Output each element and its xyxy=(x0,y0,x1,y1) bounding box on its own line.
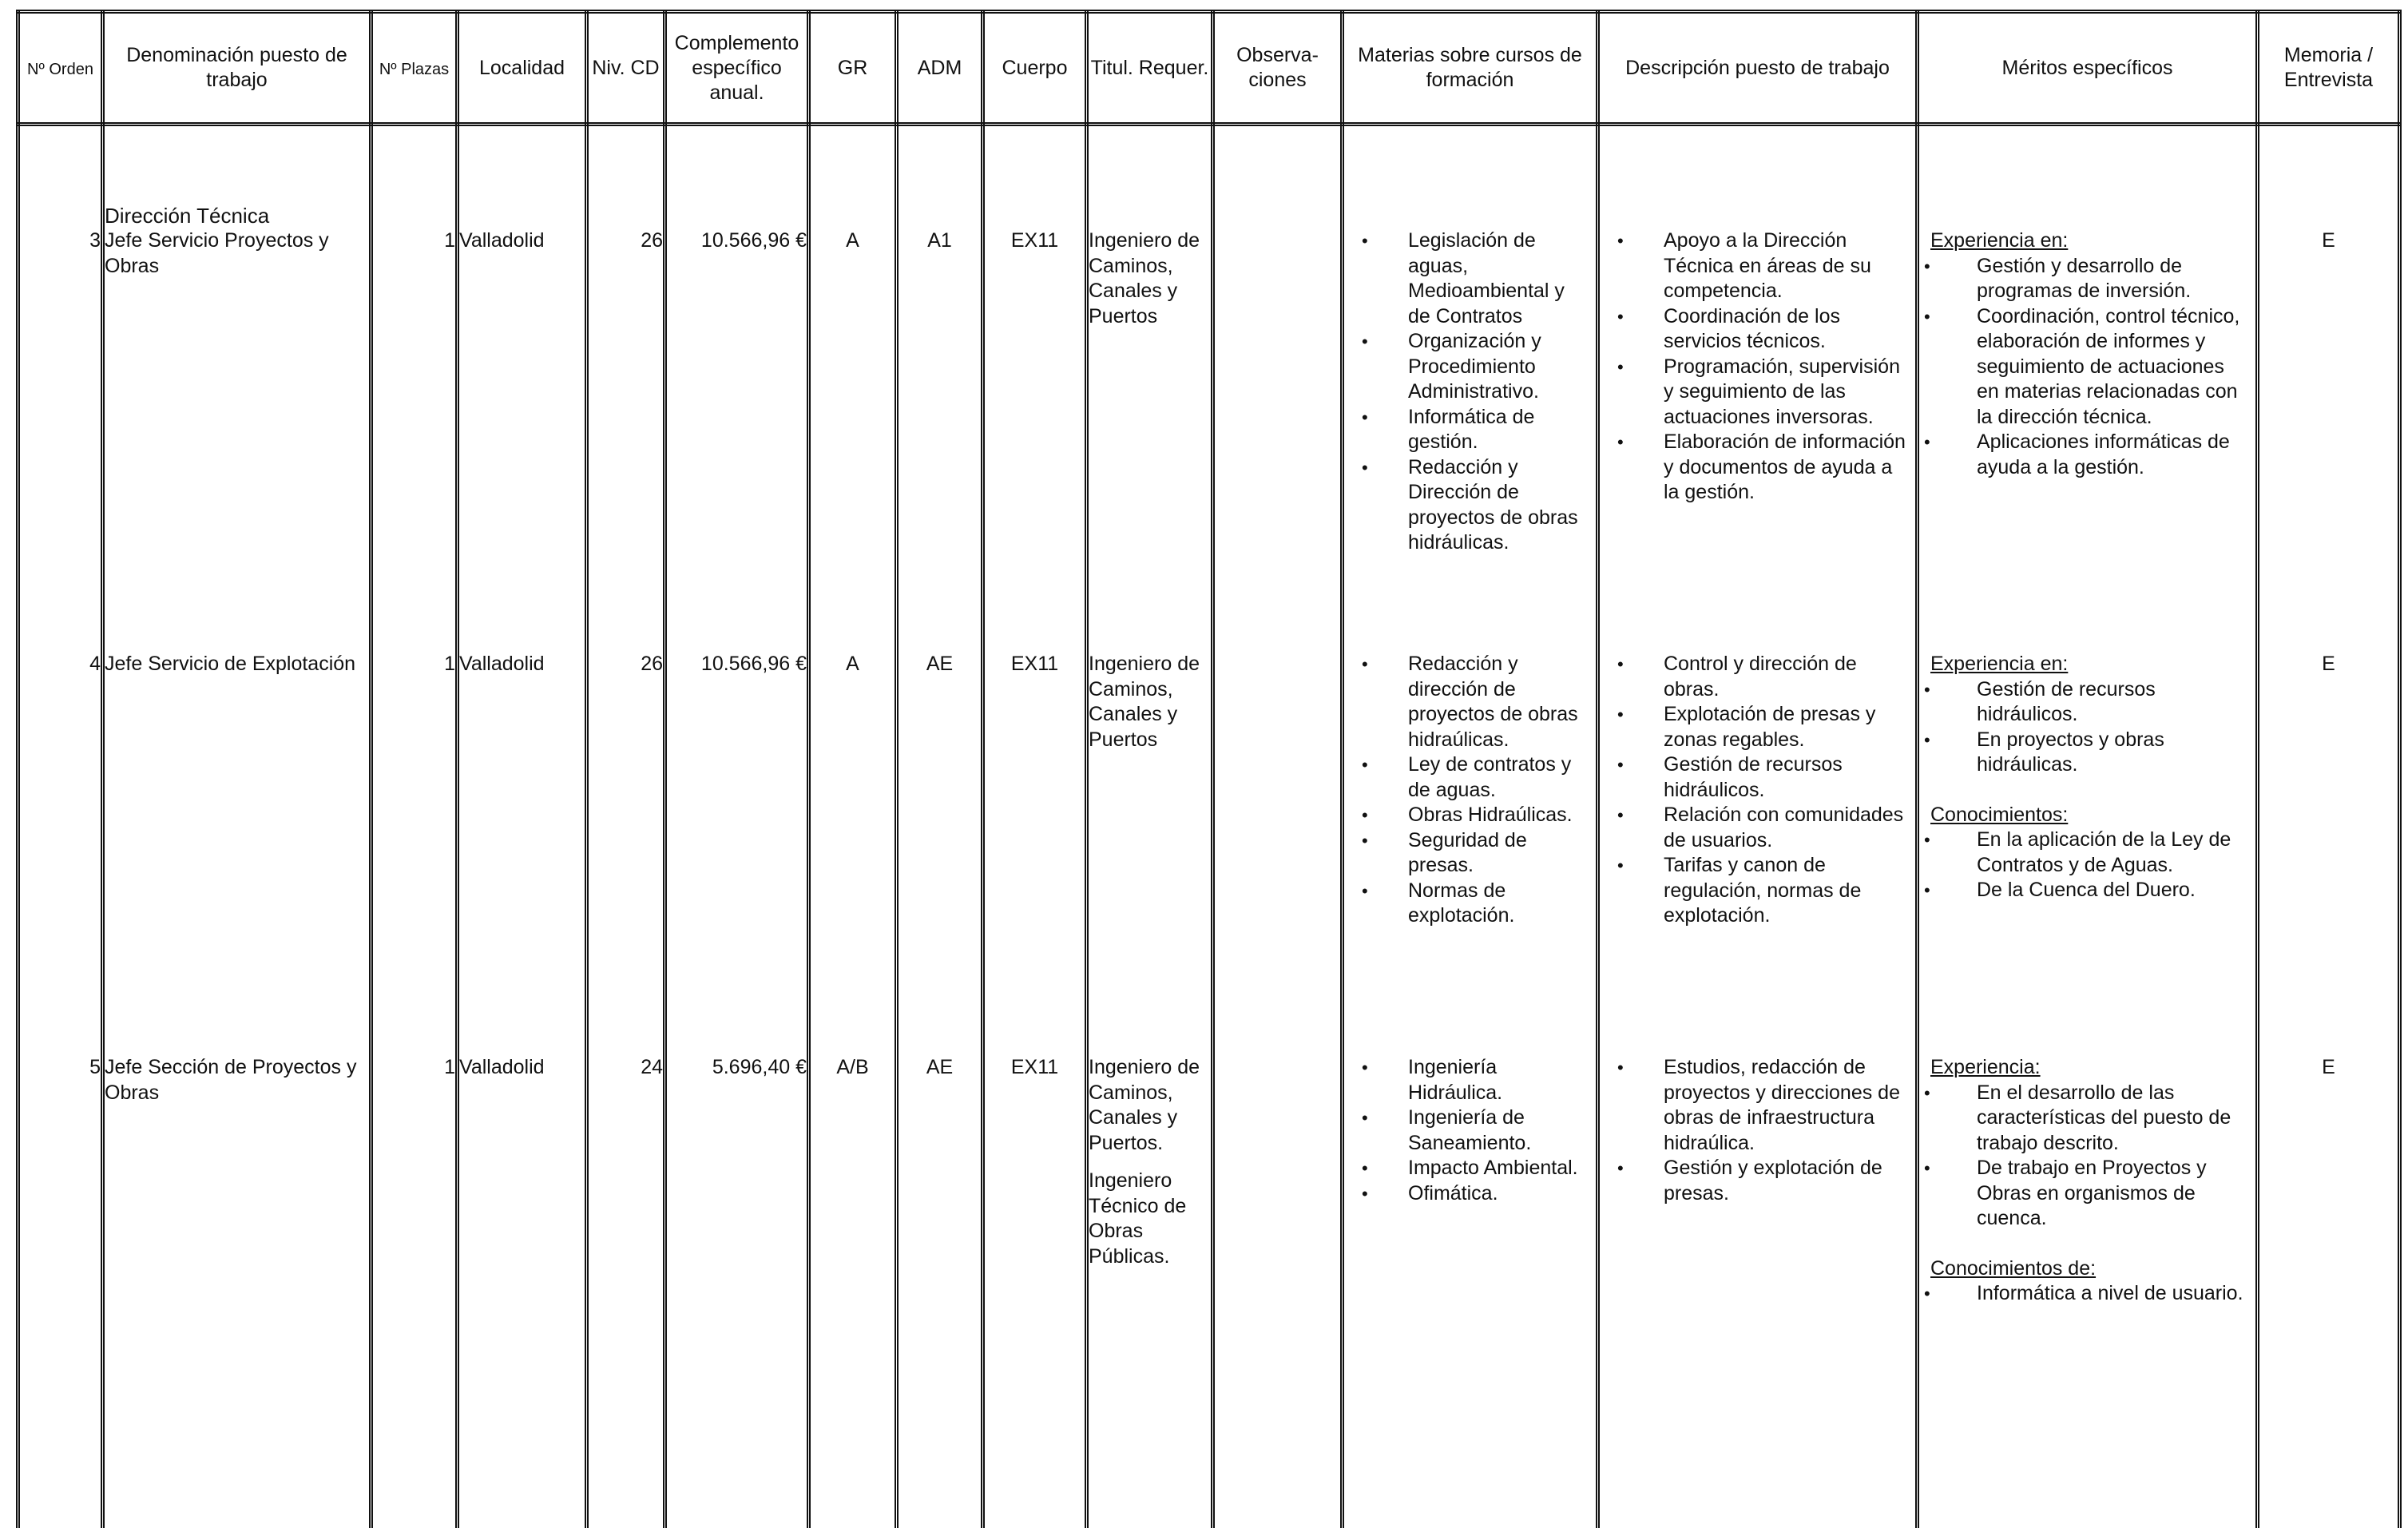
job-rows xyxy=(18,228,2400,1528)
cell-plazas: 1 xyxy=(371,652,458,1055)
header-adm: ADM xyxy=(897,12,983,125)
cell-descripcion-list xyxy=(1600,1055,1915,1206)
merit-item: • Gestión y desarrollo de programas de inversión. xyxy=(1919,254,2249,304)
merit-item: • Gestión de recursos hidráulicos. xyxy=(1919,677,2249,728)
cell-materias xyxy=(1343,1055,1598,1528)
merit-list xyxy=(1919,254,2255,481)
cell-descripcion xyxy=(1598,228,1918,652)
table-header xyxy=(18,12,2400,125)
titulacion-item: Ingeniero de Caminos, Canales y Puertos. xyxy=(1089,1056,1200,1154)
cell-nivel: 26 xyxy=(587,652,665,1055)
section-title: Dirección Técnica xyxy=(103,125,371,229)
cell-localidad: Valladolid xyxy=(458,1055,587,1528)
cell-gr: A xyxy=(809,652,897,1055)
header-meritos: Méritos específicos xyxy=(1918,12,2258,125)
header-plazas: Nº Plazas xyxy=(371,12,458,125)
cell-descripcion-list xyxy=(1600,228,1915,506)
materia-item: • Organización y Procedimiento Administrativo. xyxy=(1344,329,1589,405)
header-nivel: Niv. CD xyxy=(587,12,665,125)
materia-item: • Ingeniería de Saneamiento. xyxy=(1344,1105,1589,1156)
header-observaciones: Observa- ciones xyxy=(1213,12,1343,125)
materia-item: • Informática de gestión. xyxy=(1344,405,1589,455)
descripcion-item: • Control y dirección de obras. xyxy=(1600,652,1909,702)
merit-block xyxy=(1919,803,2255,903)
cell-adm: A1 xyxy=(897,228,983,652)
cell-descripcion xyxy=(1598,1055,1918,1528)
cell-localidad: Valladolid xyxy=(458,652,587,1055)
cell-orden: 5 xyxy=(18,1055,103,1528)
descripcion-item: • Tarifas y canon de regulación, normas de explotación. xyxy=(1600,853,1909,929)
cell-nivel: 24 xyxy=(587,1055,665,1528)
merit-block xyxy=(1919,652,2255,778)
cell-denominacion: Jefe Servicio de Explotación xyxy=(103,652,371,1055)
descripcion-item: • Apoyo a la Dirección Técnica en áreas de su competencia. xyxy=(1600,228,1909,304)
cell-titulacion xyxy=(1087,1055,1213,1528)
section-row xyxy=(18,125,2400,229)
cell-meritos xyxy=(1918,652,2258,1055)
cell-memoria: E xyxy=(2258,228,2400,652)
materia-item: • Impacto Ambiental. xyxy=(1344,1156,1589,1181)
cell-descripcion-list xyxy=(1600,652,1915,929)
cell-plazas: 1 xyxy=(371,1055,458,1528)
cell-denominacion: Jefe Sección de Proyectos y Obras xyxy=(103,1055,371,1528)
descripcion-item: • Gestión de recursos hidráulicos. xyxy=(1600,752,1909,803)
descripcion-item: • Elaboración de información y documentos de ayuda a la gestión. xyxy=(1600,430,1909,506)
header-localidad: Localidad xyxy=(458,12,587,125)
cell-nivel: 26 xyxy=(587,228,665,652)
table-row xyxy=(18,228,2400,652)
merit-heading: Conocimientos de: xyxy=(1930,1256,2097,1280)
cell-titulacion xyxy=(1087,228,1213,652)
cell-materias xyxy=(1343,228,1598,652)
merit-block xyxy=(1919,1256,2255,1307)
cell-complemento: 5.696,40 € xyxy=(665,1055,809,1528)
merit-item: • Informática a nivel de usuario. xyxy=(1919,1281,2249,1307)
cell-adm: AE xyxy=(897,1055,983,1528)
header-row xyxy=(18,12,2400,125)
header-titul: Titul. Requer. xyxy=(1087,12,1213,125)
cell-plazas: 1 xyxy=(371,228,458,652)
materia-item: • Ley de contratos y de aguas. xyxy=(1344,752,1589,803)
descripcion-item: • Estudios, redacción de proyectos y direcciones de obras de infraestructura hidraúlica. xyxy=(1600,1055,1909,1156)
cell-meritos xyxy=(1918,1055,2258,1528)
cell-materias-list xyxy=(1344,652,1596,929)
cell-gr: A/B xyxy=(809,1055,897,1528)
materia-item: • Seguridad de presas. xyxy=(1344,828,1589,879)
merit-item: • En la aplicación de la Ley de Contratos y de Aguas. xyxy=(1919,828,2249,878)
merit-heading: Experiencia en: xyxy=(1930,653,2069,675)
cell-cuerpo: EX11 xyxy=(983,228,1087,652)
cell-memoria: E xyxy=(2258,652,2400,1055)
cell-titulacion xyxy=(1087,652,1213,1055)
titulacion-item: Ingeniero Técnico de Obras Públicas. xyxy=(1089,1169,1187,1268)
header-denominacion: Denominación puesto de trabajo xyxy=(103,12,371,125)
merit-list xyxy=(1919,1081,2255,1232)
titulacion-item: Ingeniero de Caminos, Canales y Puertos xyxy=(1089,229,1200,327)
cell-cuerpo: EX11 xyxy=(983,1055,1087,1528)
positions-table-sheet xyxy=(16,10,2402,1528)
cell-observaciones xyxy=(1213,652,1343,1055)
descripcion-item: • Programación, supervisión y seguimiento de las actuaciones inversoras. xyxy=(1600,355,1909,431)
titulacion-item: Ingeniero de Caminos, Canales y Puertos xyxy=(1089,653,1200,751)
header-orden: Nº Orden xyxy=(18,12,103,125)
merit-heading: Experiencia en: xyxy=(1930,229,2069,252)
merit-block xyxy=(1919,228,2255,480)
materia-item: • Ofimática. xyxy=(1344,1181,1589,1207)
merit-heading: Experiencia: xyxy=(1930,1056,2041,1078)
cell-denominacion: Jefe Servicio Proyectos y Obras xyxy=(103,228,371,652)
cell-localidad: Valladolid xyxy=(458,228,587,652)
positions-table xyxy=(16,10,2402,1528)
merit-item: • En el desarrollo de las características del puesto de trabajo descrito. xyxy=(1919,1081,2249,1157)
cell-complemento: 10.566,96 € xyxy=(665,652,809,1055)
header-materias: Materias sobre cursos de formación xyxy=(1343,12,1598,125)
materia-item: • Legislación de aguas, Medioambiental y de Contratos xyxy=(1344,228,1589,329)
cell-memoria: E xyxy=(2258,1055,2400,1528)
header-descripcion: Descripción puesto de trabajo xyxy=(1598,12,1918,125)
header-cuerpo: Cuerpo xyxy=(983,12,1087,125)
cell-materias-list xyxy=(1344,228,1596,556)
cell-adm: AE xyxy=(897,652,983,1055)
materia-item: • Redacción y dirección de proyectos de obras hidraúlicas. xyxy=(1344,652,1589,752)
header-complemento: Complemento específico anual. xyxy=(665,12,809,125)
cell-orden: 3 xyxy=(18,228,103,652)
materia-item: • Redacción y Dirección de proyectos de obras hidráulicas. xyxy=(1344,455,1589,556)
header-gr: GR xyxy=(809,12,897,125)
merit-item: • De la Cuenca del Duero. xyxy=(1919,878,2249,903)
cell-orden: 4 xyxy=(18,652,103,1055)
cell-materias xyxy=(1343,652,1598,1055)
cell-observaciones xyxy=(1213,228,1343,652)
cell-gr: A xyxy=(809,228,897,652)
descripcion-item: • Gestión y explotación de presas. xyxy=(1600,1156,1909,1206)
table-row xyxy=(18,1055,2400,1528)
cell-observaciones xyxy=(1213,1055,1343,1528)
cell-descripcion xyxy=(1598,652,1918,1055)
merit-item: • En proyectos y obras hidráulicas. xyxy=(1919,728,2249,778)
cell-materias-list xyxy=(1344,1055,1596,1206)
descripcion-item: • Relación con comunidades de usuarios. xyxy=(1600,803,1909,853)
merit-block xyxy=(1919,1055,2255,1232)
merit-item: • De trabajo en Proyectos y Obras en organismos de cuenca. xyxy=(1919,1156,2249,1232)
merit-list xyxy=(1919,828,2255,903)
merit-list xyxy=(1919,1281,2255,1307)
table-row xyxy=(18,652,2400,1055)
merit-item: • Aplicaciones informáticas de ayuda a la gestión. xyxy=(1919,430,2249,480)
merit-list xyxy=(1919,677,2255,778)
header-memoria: Memoria / Entrevista xyxy=(2258,12,2400,125)
descripcion-item: • Explotación de presas y zonas regables. xyxy=(1600,702,1909,752)
descripcion-item: • Coordinación de los servicios técnicos. xyxy=(1600,304,1909,355)
merit-heading: Conocimientos: xyxy=(1930,803,2069,826)
materia-item: • Ingeniería Hidráulica. xyxy=(1344,1055,1589,1105)
cell-cuerpo: EX11 xyxy=(983,652,1087,1055)
materia-item: • Normas de explotación. xyxy=(1344,879,1589,929)
materia-item: • Obras Hidraúlicas. xyxy=(1344,803,1589,828)
merit-item: • Coordinación, control técnico, elaboración de informes y seguimiento de actuaciones en materias relacionadas con la dirección técnica. xyxy=(1919,304,2249,431)
cell-meritos xyxy=(1918,228,2258,652)
cell-complemento: 10.566,96 € xyxy=(665,228,809,652)
